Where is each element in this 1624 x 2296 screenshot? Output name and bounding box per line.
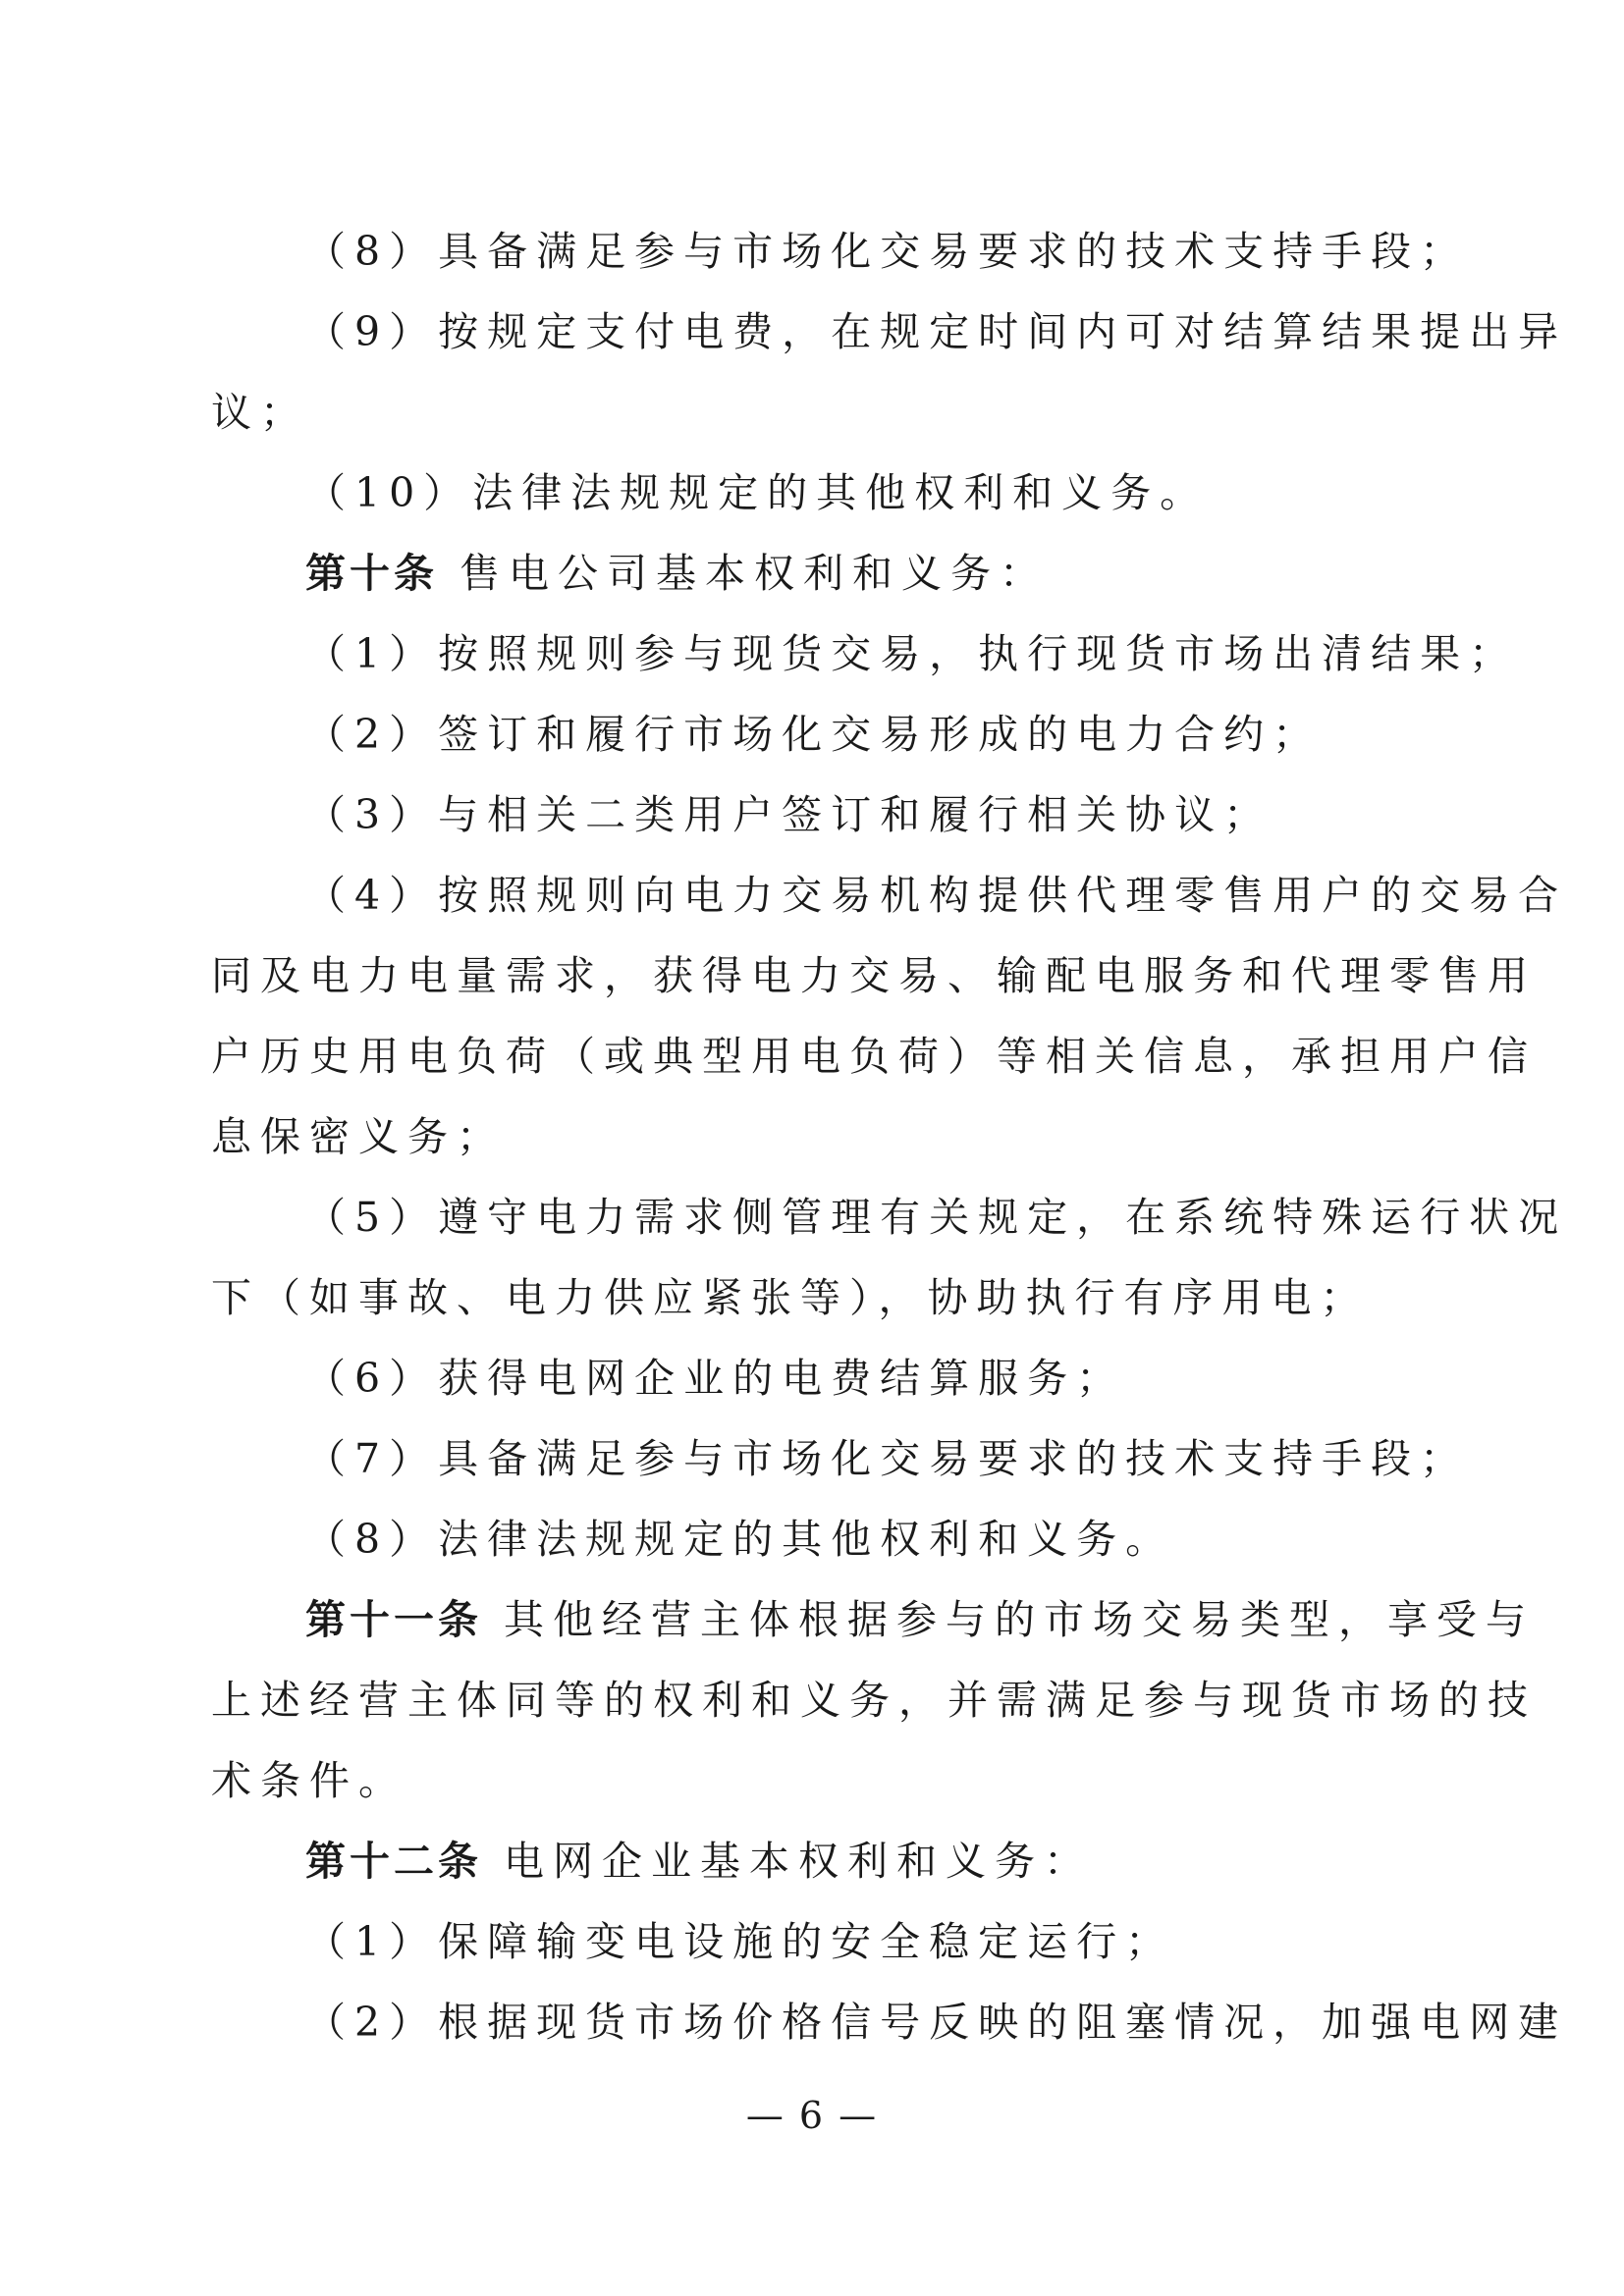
paragraph-line: （1）保障输变电设施的安全稳定运行； [305,1918,1175,1965]
paragraph-line: 息保密义务； [211,1113,506,1160]
paragraph-line: 下（如事故、电力供应紧张等），协助执行有序用电； [211,1274,1370,1321]
article-11 [211,1579,1536,1660]
paragraph-line: 议； [211,389,309,436]
paragraph-line: （3）与相关二类用户签订和履行相关协议； [305,791,1273,838]
article-11-title: 第十一条 [305,1596,482,1643]
paragraph-line: （1）按照规则参与现货交易，执行现货市场出清结果； [305,630,1519,677]
paragraph-line: 上述经营主体同等的权利和义务，并需满足参与现货市场的技 [211,1677,1537,1724]
document-body [211,211,1568,2062]
paragraph-line: （4）按照规则向电力交易机构提供代理零售用户的交易合 [305,872,1568,919]
paragraph-line: （9）按规定支付电费，在规定时间内可对结算结果提出异 [305,308,1568,355]
paragraph-line: 术条件。 [211,1757,407,1804]
page-number: — 6 — [745,2094,879,2137]
paragraph-line: （8）具备满足参与市场化交易要求的技术支持手段； [305,228,1470,275]
paragraph-line: （2）签订和履行市场化交易形成的电力合约； [305,711,1323,758]
paragraph-line: 同及电力电量需求，获得电力交易、输配电服务和代理零售用 [211,952,1537,999]
article-10-text: 售电公司基本权利和义务： [460,550,1050,597]
paragraph-line: （6）获得电网企业的电费结算服务； [305,1355,1126,1402]
article-11-text: 其他经营主体根据参与的市场交易类型，享受与 [504,1596,1536,1643]
paragraph-line: （8）法律法规规定的其他权利和义务。 [305,1516,1175,1563]
article-10-title: 第十条 [305,550,438,597]
article-12-title: 第十二条 [305,1838,482,1885]
paragraph-line: （2）根据现货市场价格信号反映的阻塞情况，加强电网建 [305,1999,1568,2046]
article-10 [211,533,1419,614]
article-12-text: 电网企业基本权利和义务： [504,1838,1094,1885]
article-12 [211,1821,1419,1901]
paragraph-line: 户历史用电负荷（或典型用电负荷）等相关信息，承担用户信 [211,1033,1537,1080]
paragraph-line: （7）具备满足参与市场化交易要求的技术支持手段； [305,1435,1470,1482]
paragraph-line: （10）法律法规规定的其他权利和义务。 [305,469,1210,516]
paragraph-line: （5）遵守电力需求侧管理有关规定，在系统特殊运行状况 [305,1194,1568,1241]
